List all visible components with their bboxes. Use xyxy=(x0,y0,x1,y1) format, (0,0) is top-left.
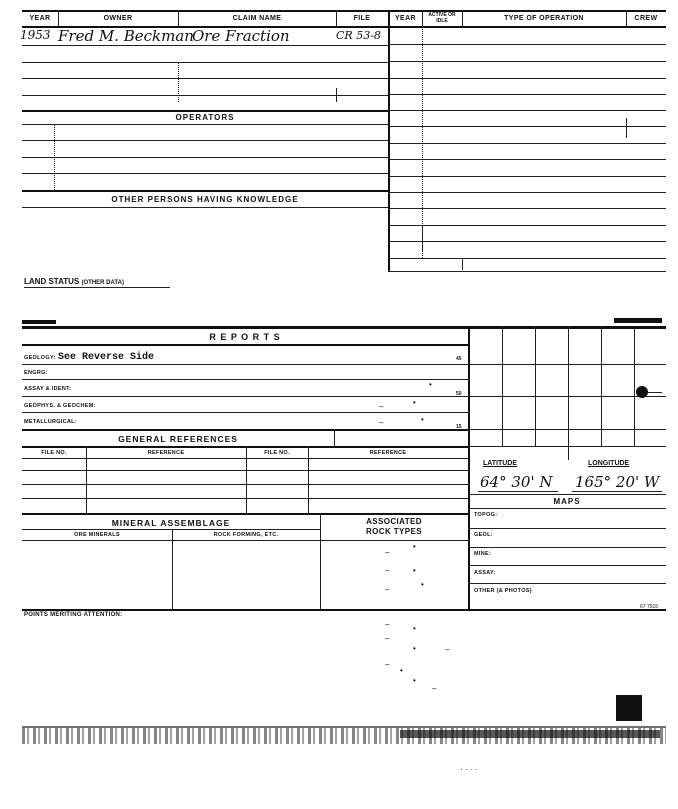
ore-minerals-label: ORE MINERALS xyxy=(74,532,120,538)
map-geol-label: GEOL: xyxy=(474,532,493,538)
report-geophys-label: GEOPHYS. & GEOCHEM: xyxy=(24,403,96,409)
other-persons-title: OTHER PERSONS HAVING KNOWLEDGE xyxy=(111,195,299,204)
maps-title: MAPS xyxy=(553,497,581,506)
entry-year: 1953 xyxy=(20,28,51,42)
rock-types-label: ROCK TYPES xyxy=(365,527,422,536)
report-geology-value: See Reverse Side xyxy=(58,352,155,363)
report-geology-label: GEOLOGY: xyxy=(24,355,56,361)
entry-claim-name: Ore Fraction xyxy=(192,27,290,45)
land-status-title: LAND STATUS xyxy=(24,277,80,286)
latitude-value: 64° 30' N xyxy=(480,473,553,491)
header-active-idle: ACTIVE OR IDLE xyxy=(428,12,456,24)
header-crew: CREW xyxy=(634,15,658,22)
entry-owner: Fred M. Beckman xyxy=(58,27,194,45)
header-type-of-operation: TYPE OF OPERATION xyxy=(504,15,584,22)
land-status-label xyxy=(24,277,124,286)
report-metallurgical-code: 15 xyxy=(456,424,462,430)
operators-title: OPERATORS xyxy=(175,113,235,122)
map-assay-label: ASSAY: xyxy=(474,570,496,576)
location-marker-icon xyxy=(636,386,648,398)
map-topog-label: TOPOG: xyxy=(474,512,498,518)
associated-label: ASSOCIATED xyxy=(366,517,422,526)
header-year-2: YEAR xyxy=(394,15,417,22)
longitude-label: LONGITUDE xyxy=(588,460,630,467)
form-number: 67 7915 xyxy=(640,604,659,610)
entry-file: CR 53-8 xyxy=(336,29,381,42)
rock-forming-label: ROCK FORMING, ETC. xyxy=(213,532,279,538)
report-geology-code: 45 xyxy=(456,356,462,362)
header-file: FILE xyxy=(353,15,371,22)
header-claim-name: CLAIM NAME xyxy=(232,15,282,22)
reports-title: R E P O R T S xyxy=(209,332,281,342)
mineral-assemblage-title: MINERAL ASSEMBLAGE xyxy=(111,518,231,528)
longitude-value: 165° 20' W xyxy=(575,473,660,491)
land-status-sub: (OTHER DATA) xyxy=(81,280,124,286)
mineral-property-card: YEAR OWNER CLAIM NAME FILE YEAR ACTIVE OR IDLE TYPE OF OPERATION CREW 1953 Fred M. Beckman Ore Fraction CR 53-8 OPERATORS OTHER PERSONS HAVING KNOWLEDGE LAND STATUS (OTHER DATA) R E P O R T S GEOLOGY: See Reverse Side 45 ENGRG: ASSAY & IDENT: 50 GEOPHYS. & GEOCHEM: METALLURGICAL: 15 – • • • – GENERAL REFERENCES FILE NO. REFERENCE FILE NO. REFERENCE MINERAL ASSEMBLAGE ORE MINERALS ROCK FORMING, ETC. ASSOCIATED ROCK TYPES – • – • – • LATITUDE LONGITUDE 64° 30' N 165° 20' W MAPS TOPOG: GEOL: MINE: ASSAY: OTHER (& PHOTOS) POINTS MERITING ATTENTION: 67 7915 – • – • – – • • – · · · · xyxy=(0,0,678,809)
ref-reference-2: REFERENCE xyxy=(369,450,407,456)
report-assay-code: 50 xyxy=(456,391,462,397)
report-engrg-label: ENGRG: xyxy=(24,370,48,376)
general-references-title: GENERAL REFERENCES xyxy=(118,434,238,444)
map-mine-label: MINE: xyxy=(474,551,492,557)
report-metallurgical-label: METALLURGICAL: xyxy=(24,419,77,425)
report-assay-label: ASSAY & IDENT: xyxy=(24,386,72,392)
latitude-label: LATITUDE xyxy=(483,460,518,467)
ref-reference-1: REFERENCE xyxy=(147,450,185,456)
ref-file-no-2: FILE NO. xyxy=(264,450,290,456)
header-owner: OWNER xyxy=(103,15,133,22)
map-other-label: OTHER (& PHOTOS) xyxy=(474,588,532,594)
header-year: YEAR xyxy=(29,15,51,22)
ref-file-no-1: FILE NO. xyxy=(41,450,67,456)
points-meriting-attention-label: POINTS MERITING ATTENTION: xyxy=(24,612,123,618)
